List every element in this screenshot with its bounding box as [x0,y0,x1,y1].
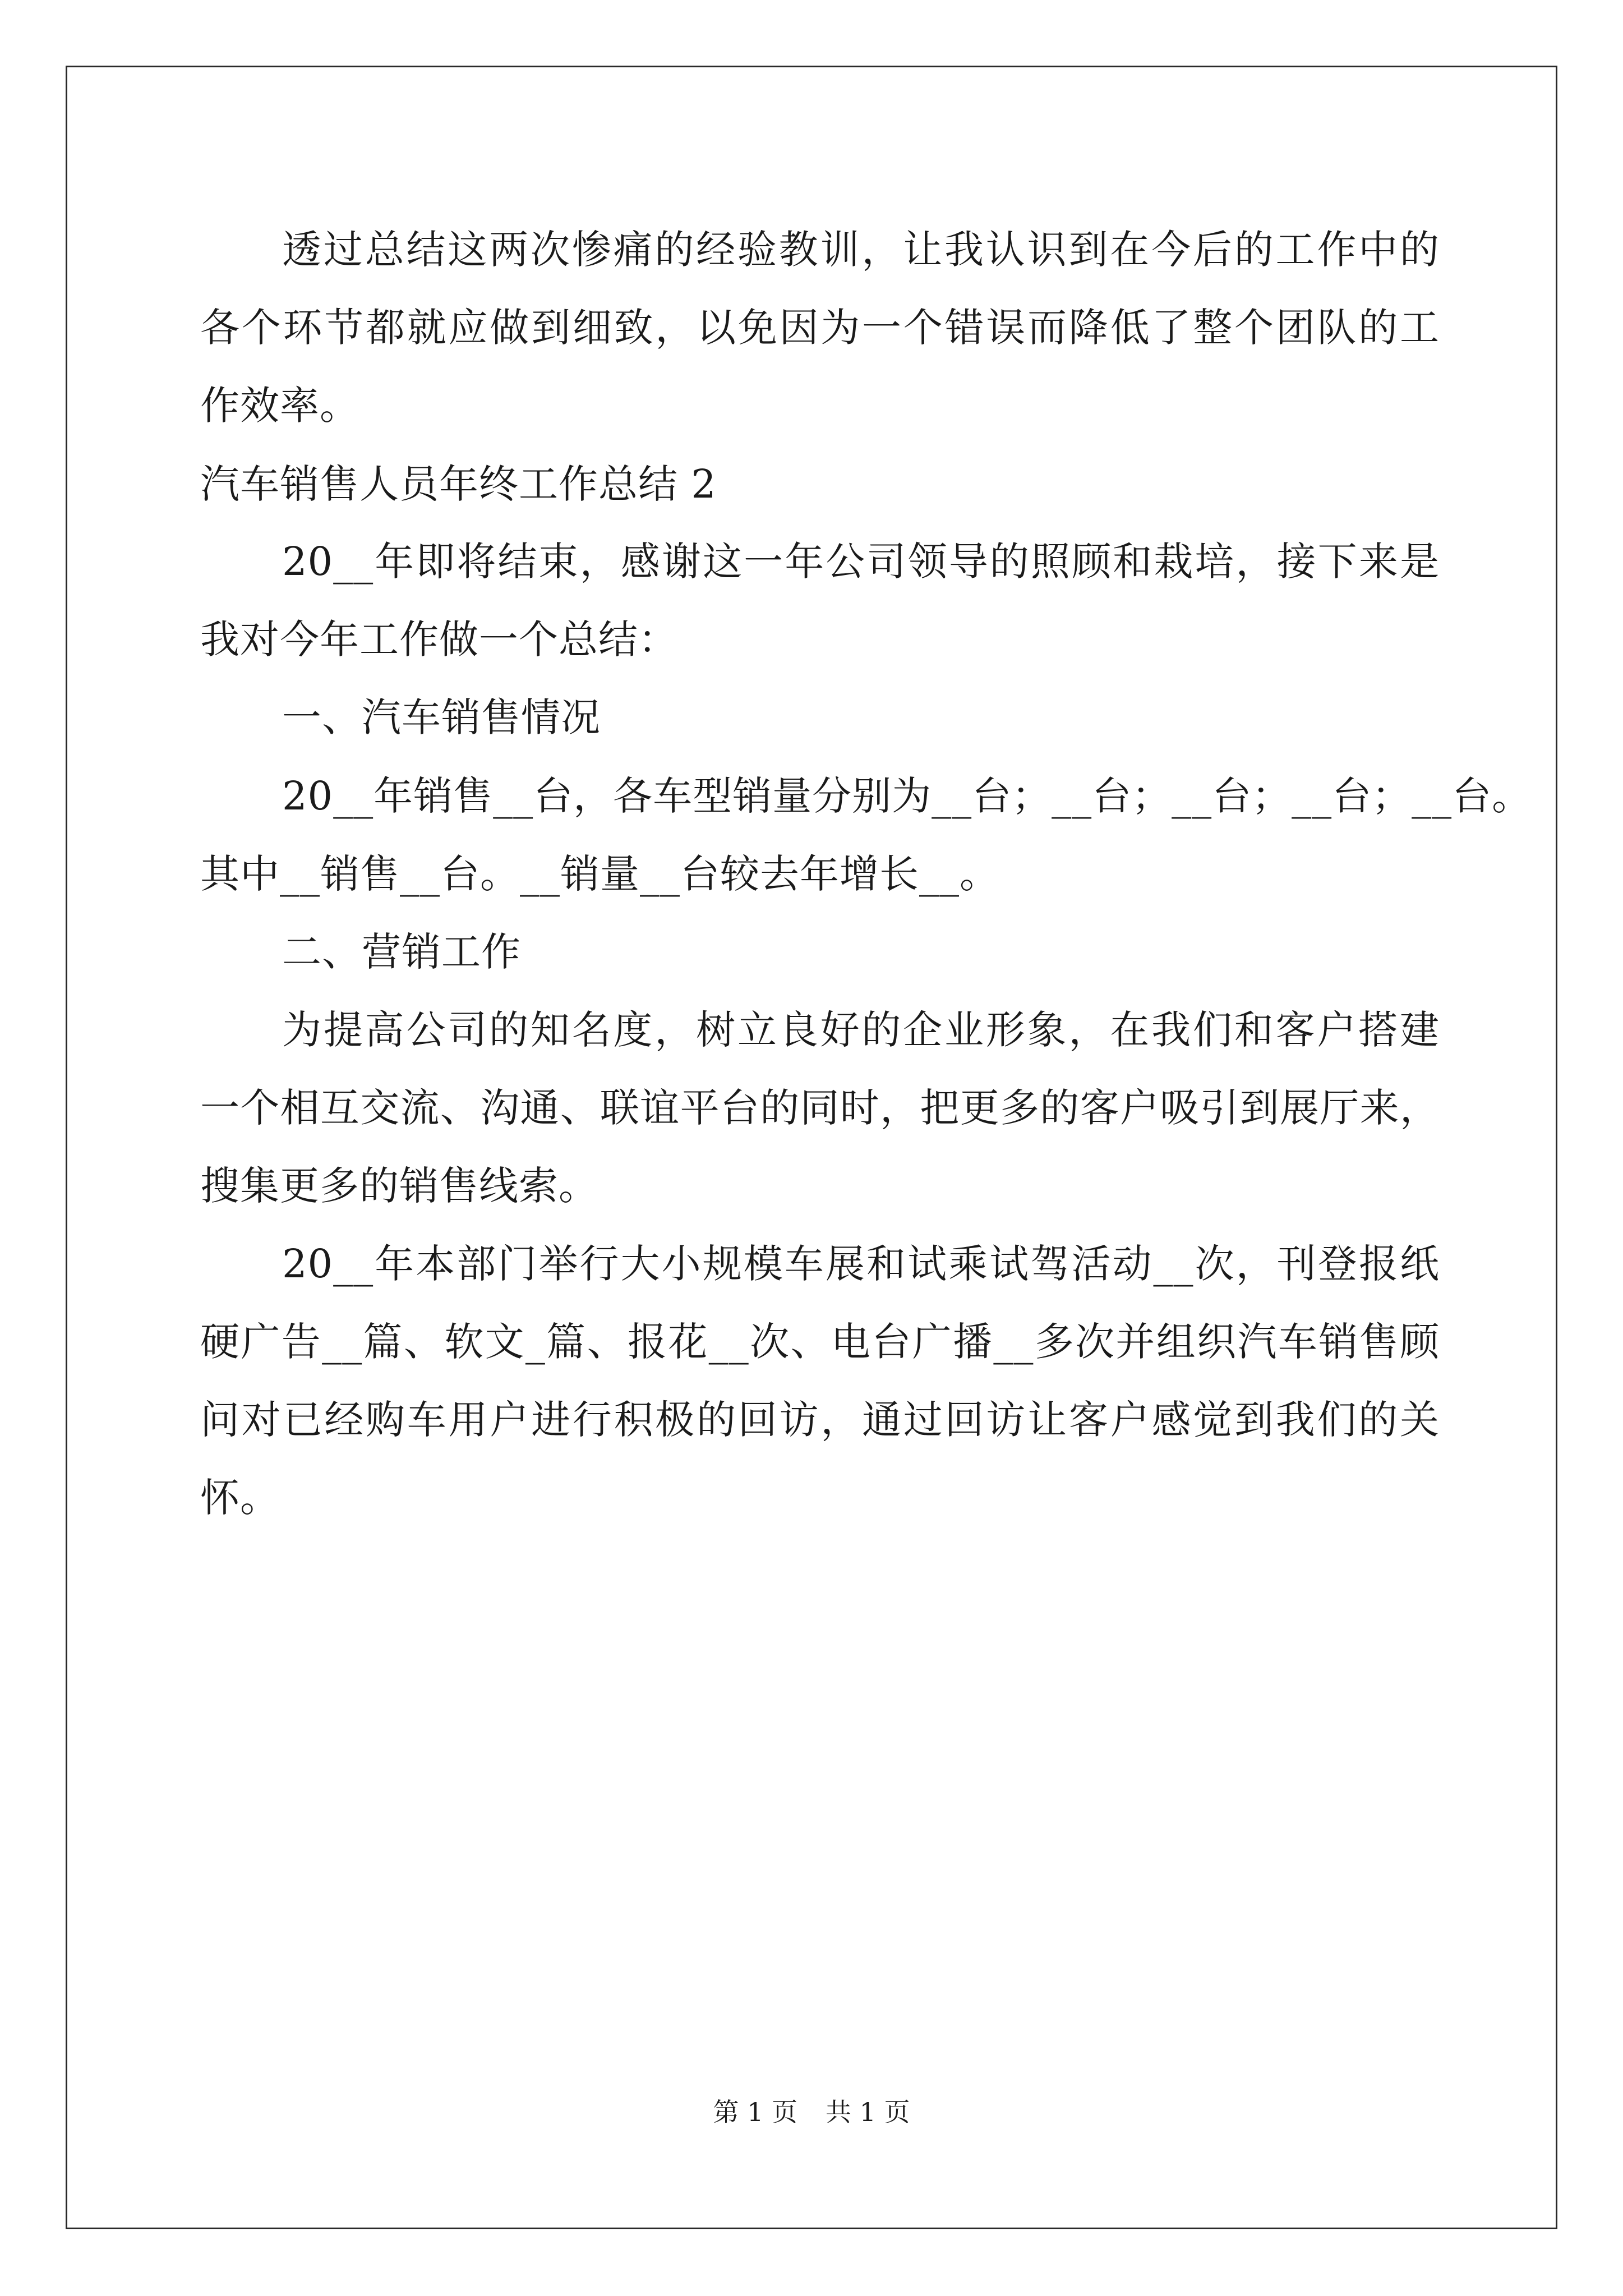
page-total: 共 1 页 [826,2097,910,2127]
paragraph-1-line-2: 各个环节都就应做到细致，以免因为一个错误而降低了整个团队的工 [200,305,1440,351]
heading-sales: 一、汽车销售情况 [282,694,601,740]
heading-marketing: 二、营销工作 [282,929,521,975]
paragraph-3-line-1: 20__年销售__台，各车型销量分别为__台；__台；__台；__台；__台。 [282,773,1532,819]
paragraph-1-line-1: 透过总结这两次惨痛的经验教训，让我认识到在今后的工作中的 [282,227,1440,273]
paragraph-5-line-4: 怀。 [200,1475,280,1521]
page-number: 第 1 页 [713,2097,797,2127]
paragraph-5-line-3: 问对已经购车用户进行积极的回访，通过回访让客户感觉到我们的关 [200,1397,1440,1443]
paragraph-2-line-1: 20__年即将结束，感谢这一年公司领导的照顾和栽培，接下来是 [282,539,1440,585]
paragraph-3-line-2: 其中__销售__台。__销量__台较去年增长__。 [200,851,999,897]
paragraph-5-line-2: 硬广告__篇、软文_篇、报花__次、电台广播__多次并组织汽车销售顾 [200,1319,1440,1365]
paragraph-2-line-2: 我对今年工作做一个总结： [200,616,678,662]
page-footer [0,2095,1623,2129]
paragraph-1-line-3: 作效率。 [200,383,359,429]
paragraph-4-line-2: 一个相互交流、沟通、联谊平台的同时，把更多的客户吸引到展厅来， [200,1085,1440,1131]
paragraph-4-line-1: 为提高公司的知名度，树立良好的企业形象，在我们和客户搭建 [282,1007,1440,1053]
paragraph-5-line-1: 20__年本部门举行大小规模车展和试乘试驾活动__次，刊登报纸 [282,1241,1440,1287]
paragraph-4-line-3: 搜集更多的销售线索。 [200,1163,598,1209]
section-title: 汽车销售人员年终工作总结 2 [200,461,717,507]
